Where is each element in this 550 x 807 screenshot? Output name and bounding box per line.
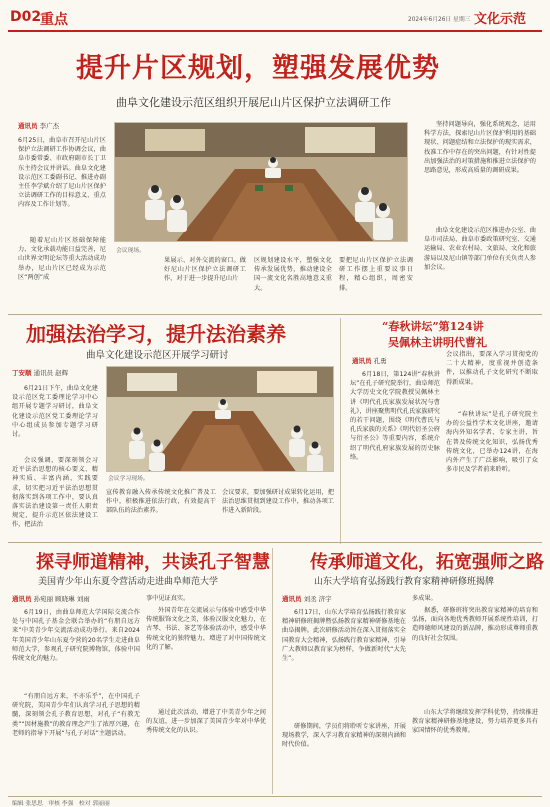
byline-name: 孔勇 xyxy=(373,357,387,365)
section-number: D02 xyxy=(10,9,42,25)
story-4-col-1b: “有朋自远方来，不亦乐乎”，在中国孔子研究院，美国青少年们认真学习孔子思想的精髓，深刻领会孔子教育思想，对孔子“有教无类”“因材施教”的教育理念产生了浓厚兴趣，在老师的指导下开展“与孔子对话”主题活动。 xyxy=(12,693,140,737)
column-divider-1 xyxy=(340,318,341,544)
story-1-col-1b: 随着尼山片区基础保障能力、文化承载功能日益完善，尼山世界文明论坛等重大活动成功举办，尼山片区已经成为示范区“两创”成 xyxy=(18,237,106,281)
story-4-title: 探寻师道精神，共读孔子智慧 xyxy=(36,552,270,573)
divider-1 xyxy=(8,314,542,315)
story-3-byline xyxy=(352,356,387,365)
story-1-col-4: 要把尼山片区保护立法调研工作摆上重要议事日程，精心组织，周密安排。 xyxy=(339,257,413,292)
story-1-col-3: 区规划建设水平，塑强文化传承发展优势，推动建设全国一流文化名胜高地意义重大。 xyxy=(254,257,332,292)
footer-review: 审核 李强 xyxy=(48,801,74,807)
story-3-col-2b: “春秋讲坛”是孔子研究院主办的公益性学术文化讲座，邀请海内外知名学者、专家主讲，旨在普及传统文化知识，弘扬优秀传统文化，已举办124讲，在海内外产生了广泛影响，吸引了众多市民及学者前来聆听。 xyxy=(446,411,538,474)
byline-label: 丁安顺 xyxy=(12,369,32,377)
byline-label: 通讯员 xyxy=(352,357,372,365)
story-2-subtitle: 曲阜文化建设示范区开展学习研讨 xyxy=(86,350,229,361)
story-5-col-1b: 研修期间，学员们将聆听专家讲座，开展现场教学，深入学习教育家精神的深刻内涵和时代价值。 xyxy=(282,723,406,749)
story-3-col-2: 会议指出，要深入学习贯彻党的二十大精神，度重视并创造条件，以推动孔子文化研究不断取得新成果。 xyxy=(446,351,538,386)
story-5-subtitle: 山东大学培育弘扬践行教育家精神研修班揭牌 xyxy=(314,577,495,587)
masthead-rule xyxy=(8,30,542,32)
story-4-byline xyxy=(12,594,90,603)
story-4-col-2b: 外国青年在交流展示与体验中感受中华传统服饰文化之美，体验汉服文化魅力，在古琴、书法、茶艺等体验活动中，感受中华传统文化的独特魅力，增进了对中国传统文化的了解。 xyxy=(146,607,266,651)
story-4-subtitle: 美国青少年山东夏令营活动走进曲阜师范大学 xyxy=(38,577,219,587)
story-2-col-1b: 会议强调，要深刻领会习近平法治思想的核心要义、精神实质、丰富内涵、实践要求，切实把习近平法治思想贯彻落实到各项工作中，要认真落实法治建设第一责任人职责规定，提升示范区依法建设工作，把法治 xyxy=(12,457,98,529)
story-3-title: 吴佩林主讲明代曹礼 xyxy=(388,336,487,349)
byline-name: 通讯员 赵辉 xyxy=(33,369,69,377)
story-1-col-5: 坚持问题导向，强化系统观念，运用科学方法，探索尼山片区保护利用的基础现状、问题症结和立法保护的现实需求，找准工作中存在的突出问题，有针对性提出加强法治的对策措施和推进立法保护的思路意见，形成高质量的调研成果。 xyxy=(424,121,536,175)
footer-credits xyxy=(12,798,110,807)
story-2-byline xyxy=(12,368,68,377)
story-1-title: 提升片区规划，塑强发展优势 xyxy=(76,53,440,84)
story-5-col-2c: 山东大学将继续发挥学科优势，持续推进教育家精神研修基地建设，努力培养更多具有家国情怀的优秀教师。 xyxy=(412,709,538,735)
footer-proof: 校对 郭丽丽 xyxy=(78,801,110,807)
section-name: 重点 xyxy=(40,12,68,28)
story-5-byline xyxy=(282,594,332,603)
footer-editor: 编辑 张思思 xyxy=(12,801,43,807)
story-5-col-2: 多成果。 xyxy=(412,595,437,602)
story-2-col-3: 会议要求，要加强研讨成果转化运用，把法治思维贯彻到建设工作中，推动各项工作进入新阶段。 xyxy=(222,489,334,515)
story-4-col-1: 6月19日，由曲阜师范大学国际交流合作处与中国孔子基金会联合举办的“有朋自远方来”中美青少年交流活动成功举行。来自2024年美国青少年山东夏令营的20名学生走进曲阜师范大学，参观孔子研究院博物馆，体验中国传统文化的魅力。 xyxy=(12,609,140,663)
story-5-col-2b: 据悉，研修班将突出教育家精神的培育和弘扬，面向各地优秀教师开展系统性培训，打造师德师风建设的新品牌，推动形成尊师重教的良好社会氛围。 xyxy=(412,607,538,642)
study-session-photo xyxy=(107,367,334,472)
story-2-col-1: 6月21日下午，曲阜文化建设示范区党工委理论学习中心组开展专题学习研讨，曲阜文化建设示范区党工委理论学习中心组成员参加专题学习研讨。 xyxy=(12,385,98,439)
story-1-col-1: 6月25日，曲阜市召开尼山片区保护立法调研工作协调会议，曲阜市委常委、市政府副市长丁卫东主持会议并讲话。曲阜文化建设示范区工委副书记、推进办副主任李学斌介绍了尼山片区保护立法调研工作的目标意义、重点内容及工作计划等。 xyxy=(18,137,106,209)
paper-name: 文化示范 xyxy=(474,12,527,27)
story-4-col-2c: 通过此次活动，增进了中美青少年之间的友谊，进一步加深了美国青少年对中华优秀传统文化的认识。 xyxy=(146,709,266,735)
story-2-title: 加强法治学习，提升法治素养 xyxy=(26,322,286,346)
story-1-col-5b: 曲阜文化建设示范区推进办公室、曲阜市司法局、曲阜市委政策研究室、交通运输局、农业农村局、文旅局、文化和旅游局以及尼山镇等部门单位有关负责人参加会议。 xyxy=(424,227,536,271)
story-2-col-2: 宣传教育融入传承传统文化推广普及工作中，积极推进依法行政，有效提高干部队伍的法治素养。 xyxy=(106,489,216,515)
column-divider-2 xyxy=(272,548,273,794)
story-3-col-1: 6月18日，第124讲“春秋讲坛”在孔子研究院举行，曲阜师范大学历史文化学院教授吴佩林主讲《明代孔氏家族发展状况与曹礼》，讲座聚焦明代孔氏家族研究的若干问题，围绕《明代曹氏与孔氏家族的关系》《明代衍圣公府与衍圣公》等重要内容，系统介绍了明代孔府家族发展的历史脉络。 xyxy=(350,371,440,461)
story-1-byline xyxy=(18,121,59,130)
story-1-subtitle: 曲阜文化建设示范区组织开展尼山片区保护立法调研工作 xyxy=(116,96,391,109)
byline-label: 通讯员 xyxy=(18,122,38,130)
footer-rule xyxy=(8,796,542,797)
byline-name: 刘丞 济宇 xyxy=(303,595,332,603)
byline-label: 通讯员 xyxy=(282,595,302,603)
divider-2 xyxy=(8,542,542,543)
story-5-col-1: 6月17日，山东大学培育弘扬践行教育家精神研修班揭牌暨弘扬教育家精神研修基地在曲阜揭牌。此次研修活动旨在深入贯彻落实全国教育大会精神，弘扬践行教育家精神，引导广大教师以教育家为榜样，争做新时代“大先生”。 xyxy=(282,609,406,663)
story-3-kicker: “春秋讲坛”第124讲 xyxy=(382,320,484,333)
meeting-room-photo xyxy=(115,123,408,242)
story-5-title: 传承师道文化，拓宽强师之路 xyxy=(310,552,544,573)
story-1-photo xyxy=(114,122,408,242)
byline-label: 通讯员 xyxy=(12,595,32,603)
story-2-photo xyxy=(106,366,334,472)
story-4-col-2: 事中见证真实。 xyxy=(146,595,190,602)
story-1-photo-caption: 会议现场。 xyxy=(116,248,145,254)
byline-name: 孙宛丽 顾晓琳 刘雨 xyxy=(33,595,90,603)
issue-date: 2024年6月26日 星期三 xyxy=(408,17,471,23)
byline-name: 李广杰 xyxy=(39,122,60,130)
story-1-col-2: 果展示、对外交流的窗口。做好尼山片区保护立法调研工作，对于进一步提升尼山片 xyxy=(164,257,246,283)
story-2-photo-caption: 会议学习现场。 xyxy=(108,476,149,482)
